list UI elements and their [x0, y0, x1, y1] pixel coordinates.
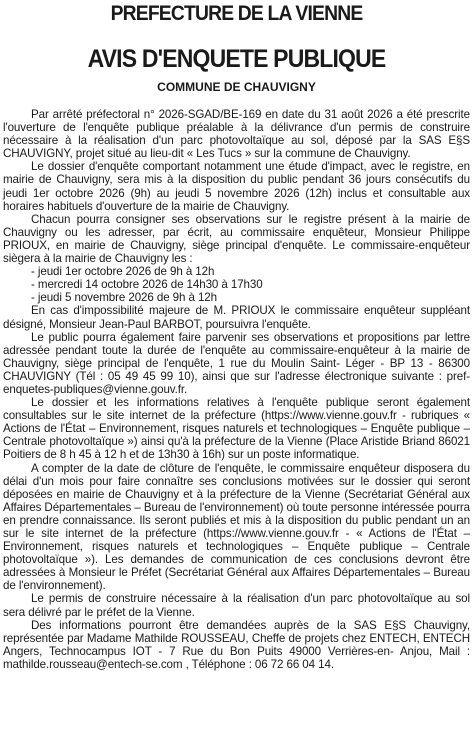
paragraph-conclusions: A compter de la date de clôture de l'enquête, le commissaire enquêteur disposera du délai d'un mois pour faire connaître ses conclusions motivées sur le dossier qui seront déposées en mairie de Chauvigny et à la préfecture de la Vienne (Secrétariat Général aux Affaires Départementales – Bureau de l'environnement) où toute personne intéressée pourra en prendre connaissance. Ils seront publiés et mis à la disposition du public pendant un an sur le site internet de la préfecture (https://www.vienne.gouv.fr - « Actions de l'État – Environnement, risques naturels et technologiques – Enquête publique – Centrale photovoltaïque »). Les demandes de communication de ces conclusions devront être adressées à Monsieur le Préfet (Secrétariat Général aux Affaires Départementales – Bureau de l'environnement). — [3, 461, 470, 593]
list-item-permanence: - jeudi 1er octobre 2026 de 9h à 12h — [31, 265, 215, 279]
paragraph-substitute: En cas d'impossibilité majeure de M. PRIOUX le commissaire enquêteur suppléant désigné, Monsieur Jean-Paul BARBOT, poursuivra l'enquête. — [3, 304, 470, 331]
paragraph-contact: Des informations pourront être demandées auprès de la SAS E§S Chauvigny, représentée par Madame Mathilde ROUSSEAU, Cheffe de projets chez ENTECH, ENTECH Angers, Technocampus IOT - 7 Rue du Bon Puits 49000 Verrières-en- Anjou, Mail : mathilde.rousseau@entech-se.com , Téléphone : 06 72 66 04 14. — [3, 618, 470, 671]
paragraph-dossier: Le dossier d'enquête comportant notamment une étude d'impact, avec le registre, en mairie de Chauvigny, sera mis à la disposition du public pendant 36 jours consécutifs du jeudi 1er octobre 2026 (9h) au jeudi 5 novembre 2026 (12h) inclus et consultable aux horaires habituels d'ouverture de la mairie de Chauvigny. — [3, 160, 470, 213]
paragraph-permit: Le permis de construire nécessaire à la réalisation d'un parc photovoltaïque au sol sera délivré par le préfet de la Vienne. — [3, 592, 470, 619]
notice-body — [3, 108, 470, 671]
authority-heading: PREFECTURE DE LA VIENNE — [110, 2, 363, 25]
paragraph-observations: Chacun pourra consigner ses observations sur le registre présent à la mairie de Chauvigny ou les adresser, par écrit, au commissaire enquêteur, Monsieur Philippe PRIOUX, en mairie de Chauvigny, siège principal d'enquête. Le commissaire-enquêteur siègera à la mairie de Chauvigny les : — [3, 212, 470, 266]
notice-title: AVIS D'ENQUETE PUBLIQUE — [87, 45, 386, 73]
paragraph-correspondence: Le public pourra également faire parvenir ses observations et propositions par lettre adressée pendant toute la durée de l'enquête au commissaire-enquêteur à la mairie de Chauvigny, siège principal de l'enquête, 1 rue du Moulin Saint- Léger - BP 13 - 86300 CHAUVIGNY (Tél : 05 49 45 99 10), ainsi que sur l'adresse électronique suivante : pref-enquetes-publiques@vienne.gouv.fr. — [3, 330, 470, 396]
paragraph-decree: Par arrêté préfectoral n° 2026-SGAD/BE-169 en date du 31 août 2026 a été prescrite l'ouverture de l'enquête publique préalable à la délivrance d'un permis de construire nécessaire à la réalisation d'un parc photovoltaïque au sol, déposé par la SAS E§S CHAUVIGNY, projet situé au lieu-dit « Les Tucs » sur la commune de Chauvigny. — [3, 108, 470, 161]
list-item-permanence: - jeudi 5 novembre 2026 de 9h à 12h — [31, 291, 218, 305]
commune-subtitle: COMMUNE DE CHAUVIGNY — [157, 80, 316, 94]
list-item-permanence: - mercredi 14 octobre 2026 de 14h30 à 17h30 — [31, 278, 263, 292]
paragraph-online: Le dossier et les informations relatives à l'enquête publique seront également consultables sur le site internet de la préfecture (https://www.vienne.gouv.fr - rubriques « Actions de l'État – Environnement, risques naturels et technologiques – Enquête publique – Centrale photovoltaïque ») ainsi qu'à la préfecture de la Vienne (Place Aristide Briand 86021 Poitiers de 8 h 45 à 12 h et de 13h30 à 16h) sur un poste informatique. — [3, 396, 470, 462]
